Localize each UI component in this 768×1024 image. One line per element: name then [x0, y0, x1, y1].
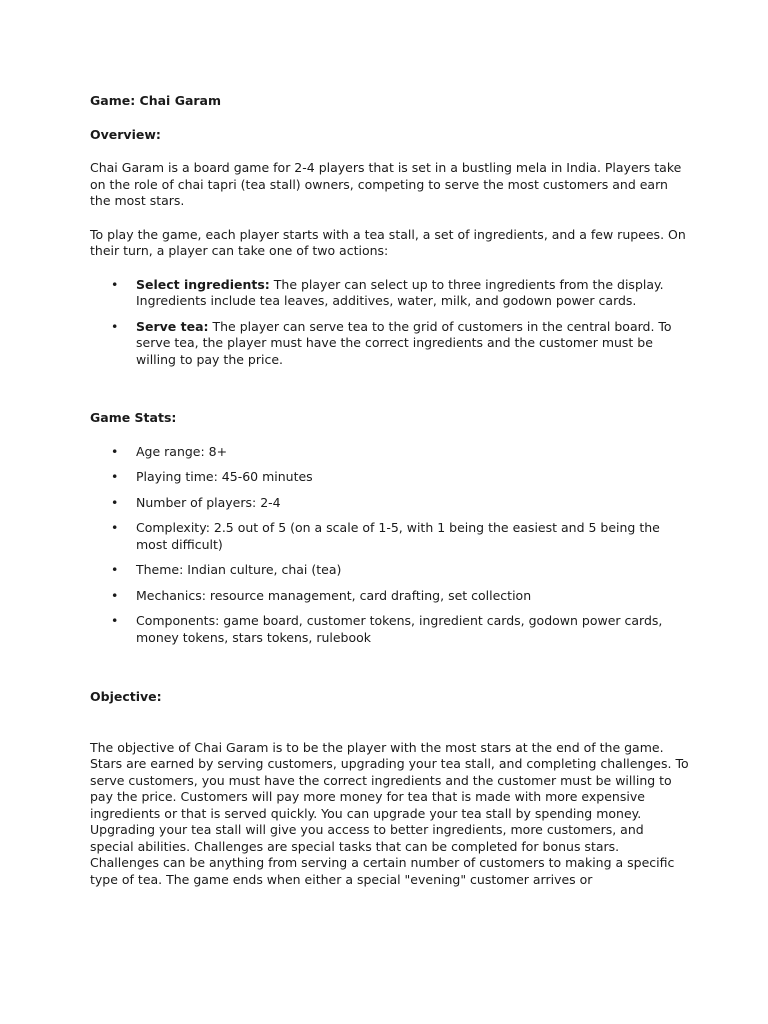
list-item: [90, 613, 690, 646]
bullet-icon: •: [111, 443, 119, 459]
bullet-icon: •: [111, 494, 119, 510]
bullet-icon: •: [111, 469, 119, 484]
action-label: Select ingredients:: [136, 276, 270, 292]
stat-text: Complexity: 2.5 out of 5 (on a scale of 1-5, with 1 being the easiest and 5 being the most difficult): [136, 520, 660, 552]
action-text: The player can serve tea to the grid of customers in the central board. To serve tea, the player must have the correct ingredients and the customer must be willing to pay the price.: [136, 318, 672, 367]
stats-list: [90, 444, 690, 647]
bullet-icon: •: [111, 520, 119, 535]
stat-text: Number of players: 2-4: [136, 494, 281, 510]
objective-heading: Objective:: [90, 689, 162, 704]
list-item: [90, 469, 690, 486]
list-item: [90, 520, 690, 553]
overview-paragraph-2: To play the game, each player starts with a tea stall, a set of ingredients, and a few rupees. On their turn, a player can take one of two actions:: [90, 226, 686, 258]
bullet-icon: •: [111, 613, 119, 628]
bullet-icon: •: [111, 587, 119, 603]
document-page: [90, 93, 690, 888]
bullet-icon: •: [111, 562, 119, 577]
stat-text: Components: game board, customer tokens, ingredient cards, godown power cards, money tokens, stars tokens, rulebook: [136, 613, 663, 645]
objective-paragraph: The objective of Chai Garam is to be the player with the most stars at the end of the game. Stars are earned by serving customers, upgrading your tea stall, and completing challenges. To serve customers, you must have the correct ingredients and the customer must be willing to pay the price. Customers will pay more money for tea that is made with more expensive ingredients or that is served quickly. You can upgrade your tea stall by spending money. Upgrading your tea stall will give you access to better ingredients, more customers, and special abilities. Challenges are special tasks that can be completed for bonus stars. Challenges can be anything from serving a certain number of customers to making a specific type of tea. The game ends when either a special "evening" customer arrives or: [90, 739, 689, 887]
list-item: [90, 495, 690, 512]
document-title: Game: Chai Garam: [90, 93, 222, 108]
action-label: Serve tea:: [136, 318, 209, 334]
action-text: The player can select up to three ingredients from the display. Ingredients include tea leaves, additives, water, milk, and godown power cards.: [136, 276, 664, 308]
list-item: [90, 277, 690, 310]
bullet-icon: •: [111, 276, 119, 292]
stat-text: Theme: Indian culture, chai (tea): [136, 562, 342, 577]
list-item: [90, 319, 690, 369]
overview-paragraph-1: Chai Garam is a board game for 2-4 players that is set in a bustling mela in India. Players take on the role of chai tapri (tea stall) owners, competing to serve the most customers and earn the most stars.: [90, 160, 682, 208]
stats-heading: Game Stats:: [90, 410, 177, 425]
list-item: [90, 562, 690, 579]
actions-list: [90, 277, 690, 369]
stat-text: Mechanics: resource management, card drafting, set collection: [136, 587, 532, 603]
stat-text: Playing time: 45-60 minutes: [136, 469, 313, 484]
list-item: [90, 588, 690, 605]
stat-text: Age range: 8+: [136, 443, 228, 459]
overview-heading: Overview:: [90, 126, 161, 142]
bullet-icon: •: [111, 318, 119, 334]
list-item: [90, 444, 690, 461]
